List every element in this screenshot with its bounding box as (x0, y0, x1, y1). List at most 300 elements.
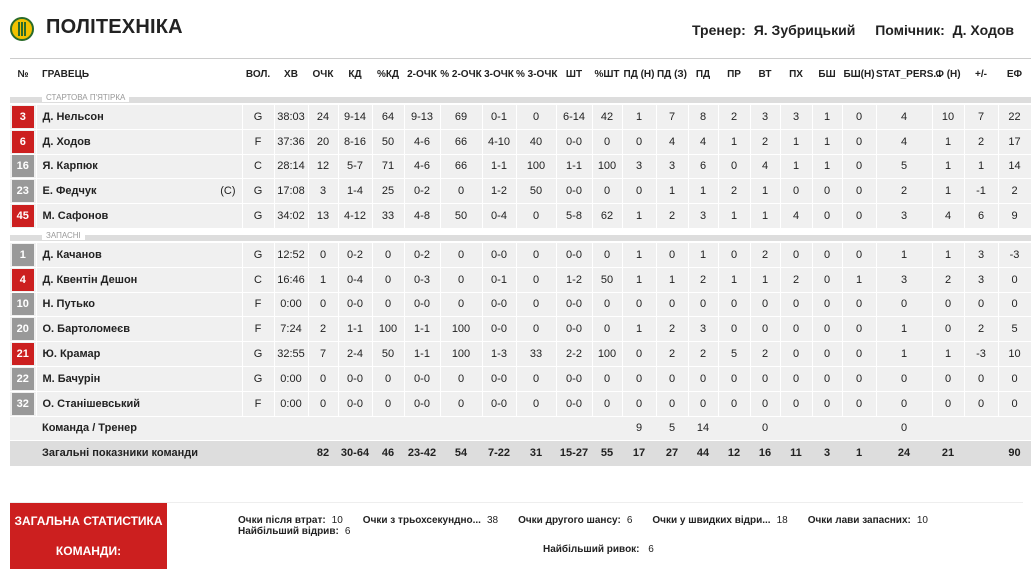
column-header[interactable]: ХВ (274, 59, 308, 91)
table-row[interactable] (10, 242, 1031, 267)
jersey-number-cell (10, 204, 36, 229)
stat-cell: 1 (622, 267, 656, 292)
stat-cell: 1-1 (404, 317, 440, 342)
stat-cell: 4 (780, 204, 812, 229)
player-name-link[interactable]: О. Бартоломеєв (42, 323, 130, 336)
stat-cell: 2 (750, 242, 780, 267)
column-header[interactable]: ЕФ (998, 59, 1031, 91)
stat-cell: 17 (622, 440, 656, 466)
stat-cell: 8 (688, 105, 718, 130)
stat-cell (964, 416, 998, 440)
column-header[interactable]: %ШТ (592, 59, 622, 91)
summary-item-label: Очки після втрат: (238, 515, 326, 526)
table-row[interactable] (10, 317, 1031, 342)
stat-cell (440, 416, 482, 440)
stat-cell: 0 (656, 391, 688, 416)
column-header[interactable]: ГРАВЕЦЬ (36, 59, 242, 91)
stat-cell: 0 (718, 292, 750, 317)
stat-cell: 0 (718, 366, 750, 391)
player-name-link[interactable]: М. Сафонов (42, 210, 109, 223)
stat-cell: 30-64 (338, 440, 372, 466)
stat-cell: 33 (372, 204, 404, 229)
stat-cell: 100 (516, 154, 556, 179)
stat-cell: 64 (372, 105, 404, 130)
player-name-cell[interactable] (36, 204, 242, 229)
player-name-cell[interactable] (36, 391, 242, 416)
section-label: ЗАПАСНІ (42, 231, 85, 240)
stat-cell: 20 (308, 129, 338, 154)
stat-cell: 3 (688, 317, 718, 342)
column-header[interactable]: +/- (964, 59, 998, 91)
jersey-number-cell (10, 154, 36, 179)
stat-cell: 4 (656, 129, 688, 154)
stat-cell: 40 (516, 129, 556, 154)
column-header[interactable]: Ф (Н) (932, 59, 964, 91)
summary-title: ЗАГАЛЬНА СТАТИСТИКА КОМАНДИ: (10, 503, 167, 569)
player-name-cell[interactable] (36, 292, 242, 317)
stat-cell: 3 (308, 179, 338, 204)
stat-cell: 7 (656, 105, 688, 130)
jersey-number-cell (10, 292, 36, 317)
jersey-number-cell (10, 105, 36, 130)
column-header[interactable]: STAT_PERS... (876, 59, 932, 91)
stat-cell: 4-10 (482, 129, 516, 154)
stat-cell: 16 (750, 440, 780, 466)
column-header[interactable]: % 3-ОЧК (516, 59, 556, 91)
assistant-name: Д. Ходов (952, 22, 1014, 38)
stat-cell: 0 (718, 154, 750, 179)
stat-cell: 3 (964, 267, 998, 292)
stat-cell (338, 416, 372, 440)
stat-cell: 2 (656, 204, 688, 229)
stat-cell: 0 (750, 292, 780, 317)
stat-cell: 7 (308, 342, 338, 367)
stat-cell: 1 (842, 440, 876, 466)
stat-cell: 1 (932, 179, 964, 204)
stat-cell: G (242, 204, 274, 229)
stat-cell: 0 (516, 242, 556, 267)
stat-cell: 1 (932, 154, 964, 179)
team-totals-row (10, 440, 1031, 466)
stat-cell: 0:00 (274, 292, 308, 317)
column-header[interactable]: ВТ (750, 59, 780, 91)
stat-cell: 0 (932, 391, 964, 416)
summary-items (238, 515, 1008, 537)
jersey-number-badge: 22 (12, 368, 34, 390)
stat-cell: 3 (876, 204, 932, 229)
stat-cell: 3 (780, 105, 812, 130)
player-name-link[interactable]: О. Станішевський (42, 397, 141, 410)
stat-cell: 0 (516, 105, 556, 130)
stat-cell: 0 (592, 292, 622, 317)
team-summary (10, 502, 1023, 568)
stat-cell: 0 (812, 292, 842, 317)
stat-cell (516, 416, 556, 440)
player-name-link[interactable]: Д. Ходов (42, 135, 91, 148)
stat-cell: 2-4 (338, 342, 372, 367)
stat-cell: 0-0 (404, 391, 440, 416)
stat-cell: 1-4 (338, 179, 372, 204)
stat-cell: G (242, 242, 274, 267)
stat-cell: 0-0 (556, 391, 592, 416)
stat-cell (592, 416, 622, 440)
stat-cell: 71 (372, 154, 404, 179)
stat-cell: 1 (718, 204, 750, 229)
column-header[interactable]: ПД (Н) (622, 59, 656, 91)
stat-cell: 2 (750, 342, 780, 367)
stat-cell: 0 (516, 292, 556, 317)
jersey-number-cell (10, 242, 36, 267)
summary-item-value: 38 (486, 515, 499, 526)
stat-cell: 5 (876, 154, 932, 179)
player-name-cell[interactable] (36, 242, 242, 267)
stat-cell: 0 (622, 366, 656, 391)
player-name-link[interactable]: Д. Квентін Дешон (42, 273, 138, 286)
stat-cell (932, 416, 964, 440)
stat-cell (998, 416, 1031, 440)
stat-cell: 1 (750, 204, 780, 229)
stat-cell: 4 (750, 154, 780, 179)
summary-item-label: Очки другого шансу: (518, 515, 621, 526)
stat-cell: 4 (876, 129, 932, 154)
stat-cell: 3 (656, 154, 688, 179)
stat-cell: 100 (440, 342, 482, 367)
table-header-row (10, 59, 1031, 91)
player-name-cell[interactable] (36, 267, 242, 292)
stat-cell: F (242, 317, 274, 342)
stat-cell: 0 (812, 204, 842, 229)
player-name-link[interactable]: Ю. Крамар (42, 348, 101, 361)
stat-cell: 6 (688, 154, 718, 179)
coach-name: Я. Зубрицький (753, 22, 856, 38)
column-header[interactable]: ПД (688, 59, 718, 91)
stat-cell: 7:24 (274, 317, 308, 342)
stat-cell (242, 416, 274, 440)
stat-cell: 7 (964, 105, 998, 130)
stat-cell: 0 (932, 366, 964, 391)
stat-cell: 0 (750, 366, 780, 391)
stat-cell: 3 (622, 154, 656, 179)
stat-cell: 10 (932, 105, 964, 130)
column-header[interactable]: ПД (З) (656, 59, 688, 91)
column-header[interactable]: ШТ (556, 59, 592, 91)
stat-cell: 12:52 (274, 242, 308, 267)
stat-cell: 0 (656, 242, 688, 267)
stat-cell: 0 (842, 129, 876, 154)
stat-cell: 4-6 (404, 154, 440, 179)
stat-cell: 0 (516, 267, 556, 292)
stat-cell: -3 (964, 342, 998, 367)
column-header[interactable]: БШ (812, 59, 842, 91)
stat-cell: 66 (440, 154, 482, 179)
stat-cell: 0 (750, 416, 780, 440)
stat-cell: 1 (812, 105, 842, 130)
stat-cell: 1 (876, 242, 932, 267)
stat-cell: 1 (750, 179, 780, 204)
stat-cell: 62 (592, 204, 622, 229)
jersey-number-badge: 16 (12, 155, 34, 177)
stat-cell: 0 (842, 204, 876, 229)
stat-cell (556, 416, 592, 440)
stat-cell: 0 (780, 317, 812, 342)
stat-cell: 0 (842, 342, 876, 367)
stat-cell: G (242, 179, 274, 204)
stat-cell: 0 (842, 242, 876, 267)
column-header[interactable]: %КД (372, 59, 404, 91)
stat-cell: 0 (372, 366, 404, 391)
player-name-cell[interactable] (36, 366, 242, 391)
table-row[interactable] (10, 105, 1031, 130)
stat-cell: 34:02 (274, 204, 308, 229)
player-name-cell[interactable] (36, 105, 242, 130)
team-name: ПОЛІТЕХНІКА (46, 16, 183, 38)
stat-cell: 0 (842, 105, 876, 130)
stat-cell: 0 (592, 129, 622, 154)
stat-cell: 11 (780, 440, 812, 466)
stat-cell: 0 (308, 366, 338, 391)
stat-cell: 0 (440, 292, 482, 317)
jersey-number-cell (10, 391, 36, 416)
column-header[interactable]: 3-ОЧК (482, 59, 516, 91)
stat-cell: 50 (592, 267, 622, 292)
stat-cell: 0 (622, 179, 656, 204)
summary-item-value: 6 (626, 515, 633, 526)
stat-cell: 1 (964, 154, 998, 179)
stat-cell: 0 (656, 292, 688, 317)
stat-cell: G (242, 366, 274, 391)
captain-mark: (C) (220, 185, 236, 198)
stat-cell: 4 (688, 129, 718, 154)
stat-cell (718, 416, 750, 440)
section-divider (10, 228, 1031, 242)
stat-cell: 5 (998, 317, 1031, 342)
jersey-number-badge: 6 (12, 131, 34, 153)
stat-cell: 4 (876, 105, 932, 130)
column-header[interactable]: ПР (718, 59, 750, 91)
stat-cell: 0 (750, 391, 780, 416)
stat-cell: 1 (750, 267, 780, 292)
jersey-number-cell (10, 129, 36, 154)
stat-cell: 10 (998, 342, 1031, 367)
stat-cell: 0 (812, 242, 842, 267)
stat-cell: 2 (964, 129, 998, 154)
stat-cell (780, 416, 812, 440)
stat-cell: 0 (718, 317, 750, 342)
row-label: Команда / Тренер (36, 416, 242, 440)
stat-cell: F (242, 292, 274, 317)
stat-cell: 0:00 (274, 391, 308, 416)
stat-cell: 0 (440, 179, 482, 204)
player-name-cell[interactable] (36, 179, 242, 204)
player-name-cell[interactable] (36, 154, 242, 179)
stat-cell: 17:08 (274, 179, 308, 204)
stat-cell: 9 (622, 416, 656, 440)
summary-item-label: Найбільший відрив: (238, 526, 339, 537)
stat-cell: 0 (516, 204, 556, 229)
player-name-link[interactable]: Н. Путько (42, 298, 95, 311)
stat-cell: 1 (812, 154, 842, 179)
stat-cell: 0-0 (482, 366, 516, 391)
stat-cell: 0 (592, 366, 622, 391)
stat-cell: 14 (688, 416, 718, 440)
stat-cell: 0-0 (338, 391, 372, 416)
summary-item-value: 10 (331, 515, 343, 526)
stat-cell: 1 (688, 242, 718, 267)
table-row[interactable] (10, 391, 1031, 416)
stat-cell: 54 (440, 440, 482, 466)
table-row[interactable] (10, 342, 1031, 367)
stat-cell: 0 (998, 391, 1031, 416)
summary-item-value: 6 (344, 526, 351, 537)
stat-cell: 0 (842, 179, 876, 204)
column-header[interactable]: ПХ (780, 59, 812, 91)
stat-cell: 1 (718, 129, 750, 154)
stat-cell (964, 440, 998, 466)
stat-cell: 1 (656, 267, 688, 292)
player-name-link[interactable]: М. Бачурін (42, 372, 101, 385)
stat-cell: 0-0 (556, 317, 592, 342)
player-name-cell[interactable] (36, 342, 242, 367)
stat-cell: 0 (592, 242, 622, 267)
stat-cell: 50 (372, 129, 404, 154)
stat-cell: 2 (998, 179, 1031, 204)
stat-cell: 55 (592, 440, 622, 466)
stat-cell: 2 (718, 179, 750, 204)
stat-cell: 32:55 (274, 342, 308, 367)
stat-cell: 5 (718, 342, 750, 367)
stat-cell: 2 (688, 267, 718, 292)
stat-cell: 13 (308, 204, 338, 229)
jersey-number-badge: 10 (12, 293, 34, 315)
stat-cell: 4-8 (404, 204, 440, 229)
jersey-number-badge: 20 (12, 318, 34, 340)
stat-cell (372, 416, 404, 440)
section-label: СТАРТОВА П'ЯТІРКА (42, 93, 129, 102)
stat-cell: 0 (812, 179, 842, 204)
stat-cell: 1 (622, 242, 656, 267)
summary-item (238, 515, 343, 526)
stat-cell: 1 (622, 204, 656, 229)
stat-cell: 0 (372, 292, 404, 317)
player-name-cell[interactable] (36, 129, 242, 154)
summary-item-label: Очки лави запасних: (807, 515, 911, 526)
stat-cell: 0 (812, 366, 842, 391)
stat-cell: 0 (842, 391, 876, 416)
stat-cell: 17 (998, 129, 1031, 154)
stat-cell: 2-2 (556, 342, 592, 367)
stat-cell (482, 416, 516, 440)
stat-cell: 0 (372, 267, 404, 292)
stat-cell: 0-0 (404, 292, 440, 317)
table-row[interactable] (10, 154, 1031, 179)
table-row[interactable] (10, 366, 1031, 391)
stat-cell: 2 (718, 105, 750, 130)
stat-cell: 22 (998, 105, 1031, 130)
stat-cell: 9-14 (338, 105, 372, 130)
stat-cell: G (242, 342, 274, 367)
stat-cell: 0-1 (482, 267, 516, 292)
stat-cell: 0 (592, 317, 622, 342)
stat-cell: 0 (688, 366, 718, 391)
stat-cell: 9 (998, 204, 1031, 229)
stat-cell: 1-1 (482, 154, 516, 179)
stat-cell: 2 (750, 129, 780, 154)
column-header[interactable]: № (10, 59, 36, 91)
column-header[interactable]: % 2-ОЧК (440, 59, 482, 91)
table-row[interactable] (10, 267, 1031, 292)
stat-cell: 0 (440, 267, 482, 292)
stat-cell: 0 (592, 391, 622, 416)
stat-cell: 0 (516, 366, 556, 391)
stat-cell: 0-2 (338, 242, 372, 267)
stat-cell: 100 (372, 317, 404, 342)
stat-cell: 0 (780, 391, 812, 416)
player-name-cell[interactable] (36, 317, 242, 342)
stat-cell: 14 (998, 154, 1031, 179)
stat-cell: 0-0 (556, 292, 592, 317)
stat-cell: 0 (780, 342, 812, 367)
table-row[interactable] (10, 292, 1031, 317)
column-header[interactable]: КД (338, 59, 372, 91)
stat-cell: 0 (592, 179, 622, 204)
stat-cell: 6 (964, 204, 998, 229)
stat-cell: 0 (440, 366, 482, 391)
stat-cell: 0-3 (404, 267, 440, 292)
empty-cell (10, 416, 36, 440)
stat-cell: 0 (780, 242, 812, 267)
stat-cell: 0 (440, 242, 482, 267)
column-header[interactable]: ОЧК (308, 59, 338, 91)
table-row[interactable] (10, 129, 1031, 154)
stat-cell: F (242, 391, 274, 416)
jersey-number-cell (10, 267, 36, 292)
summary-item-value: 6 (648, 544, 654, 555)
stat-cell: 3 (812, 440, 842, 466)
jersey-number-cell (10, 342, 36, 367)
column-header[interactable]: 2-ОЧК (404, 59, 440, 91)
column-header[interactable]: БШ(Н) (842, 59, 876, 91)
table-row[interactable] (10, 179, 1031, 204)
stat-cell (274, 416, 308, 440)
table-row[interactable] (10, 204, 1031, 229)
stat-cell: 0 (372, 242, 404, 267)
stat-cell: 1 (812, 129, 842, 154)
player-name-link[interactable]: Д. Нельсон (42, 110, 104, 123)
stat-cell: 1 (932, 242, 964, 267)
stat-cell: 4 (932, 204, 964, 229)
stat-cell: C (242, 267, 274, 292)
column-header[interactable]: ВОЛ. (242, 59, 274, 91)
summary-item-value: 18 (776, 515, 788, 526)
stat-cell: -3 (998, 242, 1031, 267)
player-name-link[interactable]: Я. Карпюк (42, 160, 98, 173)
stat-cell: 0 (308, 292, 338, 317)
stat-cell: 0-4 (338, 267, 372, 292)
stat-cell: 0 (842, 366, 876, 391)
stat-cell: 0 (842, 292, 876, 317)
stat-cell: 1 (656, 179, 688, 204)
player-name-link[interactable]: Д. Качанов (42, 248, 102, 261)
jersey-number-cell (10, 317, 36, 342)
stat-cell: 37:36 (274, 129, 308, 154)
player-name-link[interactable]: Е. Федчук (42, 185, 97, 198)
stat-cell: 0-0 (556, 242, 592, 267)
stat-cell: 0 (622, 129, 656, 154)
stat-cell: 0-4 (482, 204, 516, 229)
stat-cell: 0 (998, 267, 1031, 292)
stat-cell: 1 (876, 317, 932, 342)
stat-cell: 1-3 (482, 342, 516, 367)
